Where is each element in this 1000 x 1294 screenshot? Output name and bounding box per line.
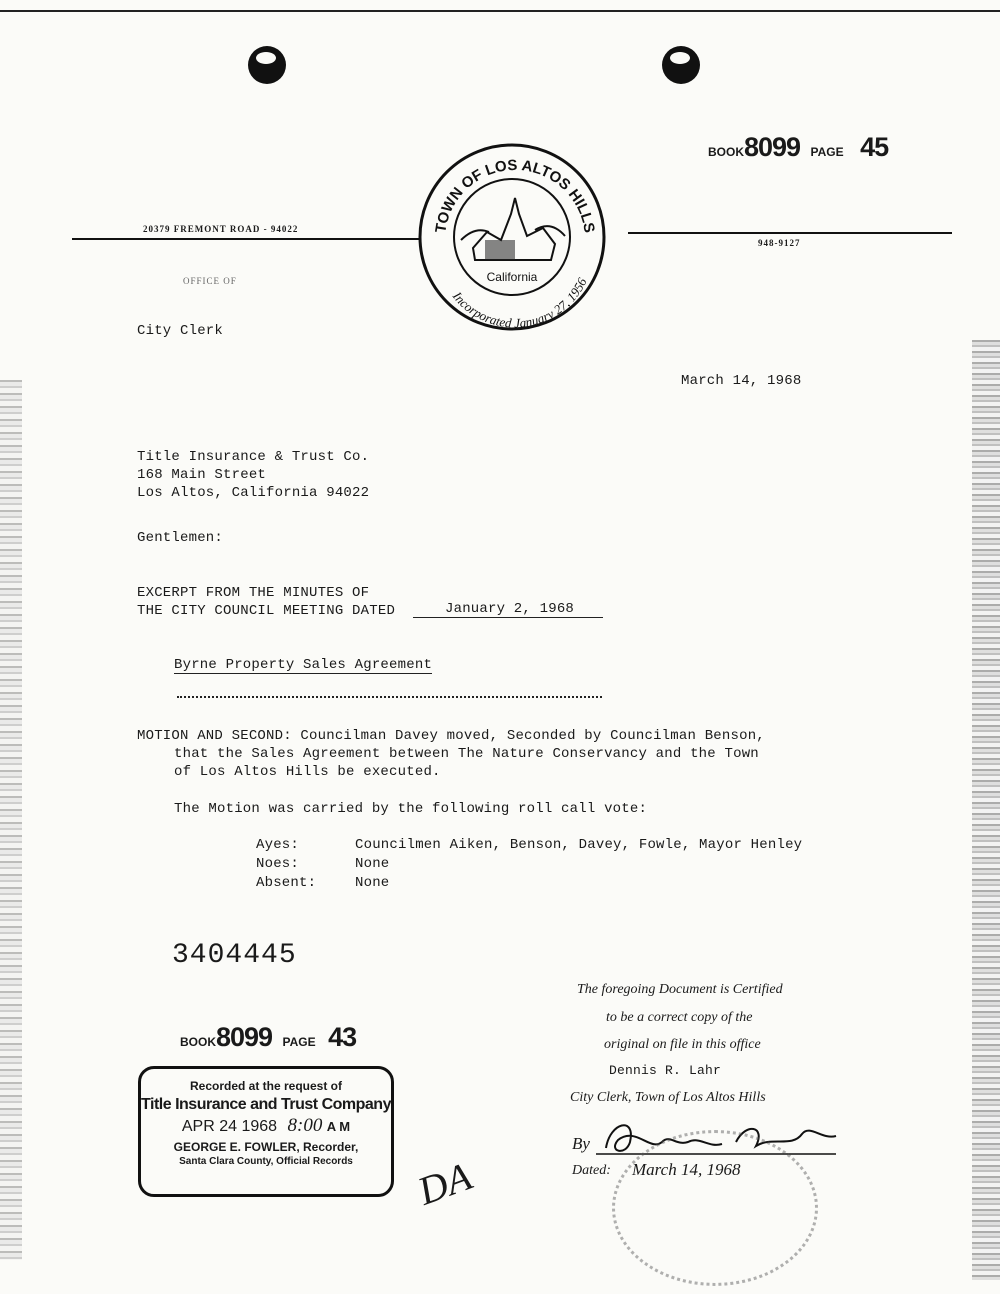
clerk-title: City Clerk, Town of Los Altos Hills: [570, 1090, 766, 1105]
recorded-date: APR 24 1968: [181, 1118, 278, 1135]
book-label: BOOK: [708, 145, 744, 159]
recorded-stamp: [138, 1066, 394, 1197]
page-label: PAGE: [810, 145, 844, 159]
certification-line1: The foregoing Document is Certified: [577, 982, 783, 997]
letterhead-rule-right: [628, 232, 952, 234]
certification-line2: to be a correct copy of the: [606, 1010, 753, 1025]
handwritten-initials: DA: [411, 1153, 478, 1214]
document-number: 3404445: [172, 940, 297, 971]
recipient-street: 168 Main Street: [137, 467, 267, 483]
recipient-name: Title Insurance & Trust Co.: [137, 449, 370, 465]
dated-label: Dated:: [572, 1163, 611, 1178]
recorded-line5: Santa Clara County, Official Records: [179, 1156, 353, 1167]
lower-book-label: BOOK: [180, 1035, 216, 1049]
page-number: 45: [860, 132, 889, 162]
clerk-name: Dennis R. Lahr: [609, 1063, 722, 1078]
seal-state-text: California: [486, 270, 538, 284]
by-label: By: [572, 1134, 590, 1153]
recipient-city: Los Altos, California 94022: [137, 485, 370, 501]
recorded-time: 8:00: [287, 1115, 323, 1136]
town-seal: [415, 140, 610, 335]
recorded-line2: Title Insurance and Trust Company: [141, 1096, 391, 1113]
scan-edge-left: [0, 380, 22, 1260]
embossed-seal-impression: [612, 1130, 818, 1286]
lower-page-label: PAGE: [282, 1035, 316, 1049]
punch-hole-right: [662, 46, 700, 84]
subject-line: Byrne Property Sales Agreement: [174, 657, 433, 673]
dated-value: March 14, 1968: [632, 1160, 741, 1179]
motion-line3: of Los Altos Hills be executed.: [174, 764, 441, 780]
book-number: 8099: [744, 132, 801, 162]
salutation: Gentlemen:: [137, 530, 224, 546]
recorded-line4: GEORGE E. FOWLER, Recorder,: [173, 1140, 359, 1154]
excerpt-heading-line1: EXCERPT FROM THE MINUTES OF: [137, 585, 370, 601]
motion-line2: that the Sales Agreement between The Nature Conservancy and the Town: [174, 746, 759, 762]
book-page-stamp: [708, 132, 888, 163]
vote-ayes-value: Councilmen Aiken, Benson, Davey, Fowle, Mayor Henley: [355, 837, 803, 853]
vote-absent-value: None: [355, 875, 390, 891]
vote-noes-value: None: [355, 856, 390, 872]
punch-hole-left: [248, 46, 286, 84]
excerpt-heading-line2: THE CITY COUNCIL MEETING DATED: [137, 603, 396, 619]
lower-book-page-stamp: [180, 1022, 356, 1053]
vote-ayes-label: Ayes:: [256, 837, 300, 853]
vote-intro: The Motion was carried by the following roll call vote:: [174, 801, 648, 817]
letterhead-phone: 948-9127: [758, 238, 801, 248]
top-edge: [0, 0, 1000, 12]
lower-page-number: 43: [328, 1022, 357, 1052]
seal-town-text: TOWN OF LOS ALTOS HILLS: [432, 156, 598, 235]
scan-edge-right: [972, 340, 1000, 1280]
letterhead-address: 20379 FREMONT ROAD - 94022: [143, 224, 299, 234]
seal-incorporated-text: Incorporated January 27, 1956: [449, 275, 590, 331]
motion-line1: MOTION AND SECOND: Councilman Davey moved, Seconded by Councilman Benson,: [137, 728, 765, 744]
recorded-ampm: A M: [326, 1119, 351, 1134]
from-line: City Clerk: [137, 323, 224, 339]
certification-line3: original on file in this office: [604, 1037, 761, 1052]
letter-date: March 14, 1968: [681, 373, 802, 389]
recorded-line1: Recorded at the request of: [189, 1079, 343, 1093]
letterhead-rule-left: [72, 238, 420, 240]
office-of-label: OFFICE OF: [183, 276, 237, 286]
dotted-separator: [177, 696, 602, 698]
meeting-date: January 2, 1968: [413, 601, 603, 618]
vote-noes-label: Noes:: [256, 856, 300, 872]
vote-absent-label: Absent:: [256, 875, 317, 891]
lower-book-number: 8099: [216, 1022, 273, 1052]
